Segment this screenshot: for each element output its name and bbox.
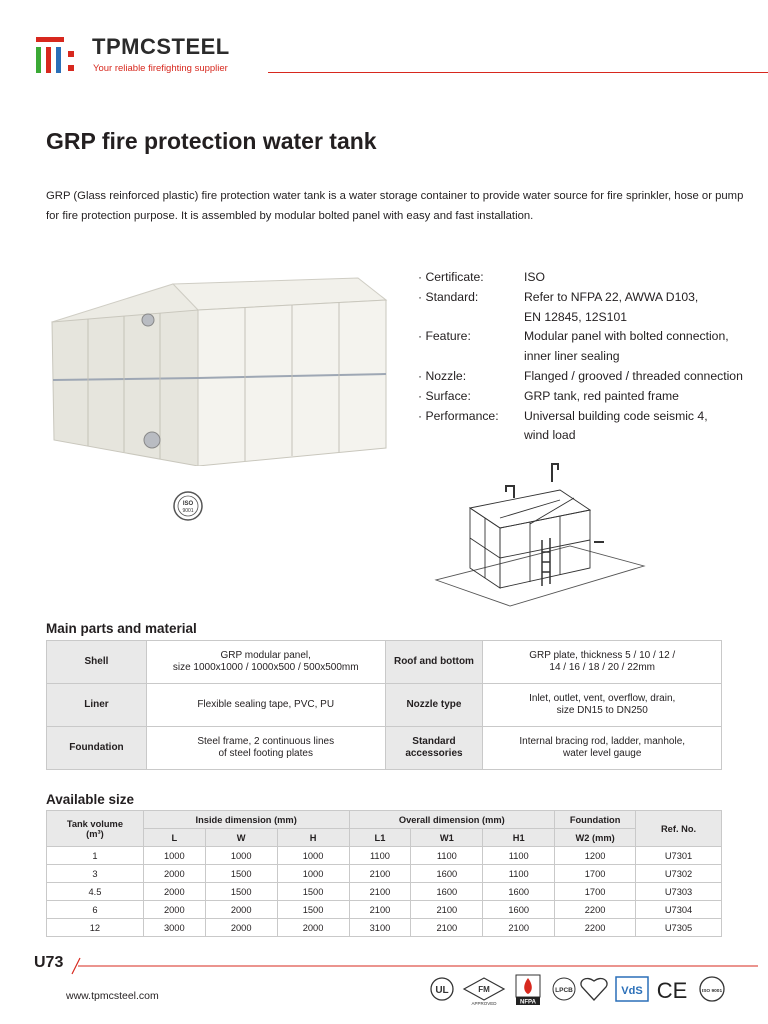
- cell-line: size 1000x1000 / 1000x500 / 500x500mm: [172, 662, 359, 673]
- header-ref: Ref. No.: [636, 811, 722, 847]
- spec-value: Universal building code seismic 4,: [524, 408, 708, 423]
- table-row: [47, 684, 722, 727]
- header-h1: H1: [483, 829, 555, 847]
- table-cell: 2100: [349, 883, 411, 901]
- table-cell: 1600: [483, 901, 555, 919]
- spec-label: · Certificate:: [418, 270, 484, 284]
- ccc-heart-icon: [581, 979, 607, 1000]
- table-row: [47, 883, 722, 901]
- spec-value: wind load: [524, 428, 576, 443]
- spec-row: [418, 288, 764, 308]
- cell-line: Inlet, outlet, vent, overflow, drain,: [529, 692, 676, 704]
- certification-logos: [428, 972, 728, 1006]
- cell-line: size DN15 to DN250: [556, 705, 648, 716]
- spec-row: [418, 347, 764, 367]
- intro-paragraph: GRP (Glass reinforced plastic) fire protection water tank is a water storage container to provide water source for fire sprinkler, hose or pump for fire protection purpose. It is assembled by modular bolted panel with easy and fast installation.: [46, 190, 744, 222]
- table-cell: 1: [47, 847, 144, 865]
- table-cell: 6: [47, 901, 144, 919]
- table-cell: 1100: [483, 865, 555, 883]
- table-cell: 1200: [555, 847, 636, 865]
- ul-icon: [431, 978, 453, 1000]
- sizes-section-title: Available size: [46, 792, 135, 807]
- table-cell: 1100: [349, 847, 411, 865]
- table-cell: 2000: [143, 865, 205, 883]
- header-foundation: Foundation: [555, 811, 636, 829]
- table-cell: U7301: [636, 847, 722, 865]
- cell-line: Steel frame, 2 continuous lines: [197, 735, 335, 747]
- vds-icon: [616, 977, 648, 1001]
- table-cell: 1600: [411, 883, 483, 901]
- brand-logo-icon: [36, 37, 76, 73]
- spec-row: [418, 367, 764, 387]
- lpcb-text: LPCB: [555, 987, 573, 994]
- part-material-cell: [483, 727, 722, 770]
- fm-text: FM: [478, 985, 490, 994]
- ce-icon: [657, 978, 688, 1003]
- spec-label: · Surface:: [418, 388, 471, 403]
- table-cell: 4.5: [47, 883, 144, 901]
- iso-9001-icon: [700, 977, 724, 1001]
- cell-line: Flexible sealing tape, PVC, PU: [197, 698, 335, 710]
- fm-approved-icon: [464, 978, 504, 1006]
- table-cell: U7303: [636, 883, 722, 901]
- spec-list: [418, 268, 764, 446]
- table-cell: 3: [47, 865, 144, 883]
- table-cell: 12: [47, 919, 144, 937]
- spec-row: [418, 426, 764, 446]
- spec-label: · Feature:: [418, 329, 471, 344]
- table-cell: 1000: [277, 847, 349, 865]
- cell-line: GRP plate, thickness 5 / 10 / 12 /: [529, 649, 676, 661]
- spec-value: ISO: [524, 270, 545, 284]
- table-cell: 1700: [555, 865, 636, 883]
- table-row: [47, 727, 722, 770]
- header-w2: W2 (mm): [555, 829, 636, 847]
- table-cell: 2100: [483, 919, 555, 937]
- spec-label: [418, 347, 524, 367]
- iso-certification-icon: [172, 490, 204, 522]
- lpcb-icon: [553, 978, 575, 1000]
- ce-text: CE: [656, 978, 688, 1003]
- part-name-cell: [385, 727, 483, 770]
- table-cell: 2200: [555, 901, 636, 919]
- parts-table: [46, 640, 722, 770]
- table-cell: 2100: [349, 901, 411, 919]
- spec-value: Refer to NFPA 22, AWWA D103,: [524, 289, 699, 304]
- header-inside: Inside dimension (mm): [143, 811, 349, 829]
- part-name-cell: Shell: [47, 641, 147, 684]
- header-l: L: [143, 829, 205, 847]
- cell-line: Standard: [412, 735, 456, 747]
- table-cell: 1000: [277, 865, 349, 883]
- svg-text:9001: 9001: [182, 508, 194, 514]
- spec-value: Flanged / grooved / threaded connection: [524, 368, 743, 383]
- header-divider: [268, 72, 768, 73]
- fm-sub-text: APPROVED: [471, 1001, 497, 1006]
- part-name-cell: [385, 641, 483, 684]
- spec-label: · Performance:: [418, 408, 499, 423]
- spec-row: [418, 308, 764, 328]
- table-header-row: [47, 811, 722, 829]
- cell-line: accessories: [405, 748, 463, 759]
- header-volume: [47, 811, 144, 847]
- nfpa-text: NFPA: [520, 999, 536, 1006]
- table-cell: 2100: [411, 901, 483, 919]
- part-name-cell: Foundation: [47, 727, 147, 770]
- header-h: H: [277, 829, 349, 847]
- table-cell: 3100: [349, 919, 411, 937]
- brand-name: TPMCSTEEL: [92, 34, 230, 59]
- website-link[interactable]: www.tpmcsteel.com: [66, 990, 159, 1002]
- table-cell: 1500: [277, 883, 349, 901]
- part-name-cell: Liner: [47, 684, 147, 727]
- table-cell: 1500: [205, 865, 277, 883]
- cell-line: Internal bracing rod, ladder, manhole,: [519, 735, 686, 747]
- table-cell: 1700: [555, 883, 636, 901]
- table-cell: 1500: [205, 883, 277, 901]
- cell-line: Tank volume: [66, 818, 123, 829]
- header-overall: Overall dimension (mm): [349, 811, 555, 829]
- table-cell: U7304: [636, 901, 722, 919]
- table-row: [47, 901, 722, 919]
- table-cell: 2000: [277, 919, 349, 937]
- spec-label: · Standard:: [418, 289, 479, 304]
- spec-value: EN 12845, 12S101: [524, 309, 627, 324]
- header-w1: W1: [411, 829, 483, 847]
- cell-line: Roof and bottom: [393, 655, 474, 667]
- table-cell: 1000: [205, 847, 277, 865]
- table-cell: 2100: [411, 919, 483, 937]
- ul-text: UL: [435, 985, 449, 996]
- table-cell: 2000: [143, 901, 205, 919]
- header-w: W: [205, 829, 277, 847]
- spec-row: [418, 268, 764, 288]
- table-header-row: [47, 829, 722, 847]
- table-cell: 2100: [349, 865, 411, 883]
- table-cell: 1500: [277, 901, 349, 919]
- table-row: [47, 847, 722, 865]
- cell-line: Nozzle type: [406, 698, 462, 710]
- spec-row: [418, 327, 764, 347]
- table-cell: 2200: [555, 919, 636, 937]
- part-material-cell: [483, 641, 722, 684]
- table-cell: 1100: [483, 847, 555, 865]
- parts-section-title: Main parts and material: [46, 621, 197, 636]
- table-row: [47, 919, 722, 937]
- spec-value: inner liner sealing: [524, 349, 620, 364]
- cell-line: (m³): [86, 828, 104, 839]
- spec-label: [418, 308, 524, 328]
- page-code: U73: [34, 954, 64, 971]
- nfpa-icon: [516, 975, 540, 1006]
- table-cell: 1600: [411, 865, 483, 883]
- table-cell: 1600: [483, 883, 555, 901]
- part-name-cell: [385, 684, 483, 727]
- spec-value: Modular panel with bolted connection,: [524, 329, 729, 344]
- table-row: [47, 641, 722, 684]
- iso-text: ISO 9001: [701, 989, 723, 994]
- spec-row: [418, 407, 764, 427]
- svg-text:ISO: ISO: [182, 501, 194, 507]
- table-row: [47, 865, 722, 883]
- part-material-cell: [146, 684, 385, 727]
- table-cell: 2000: [205, 901, 277, 919]
- spec-label: · Nozzle:: [418, 368, 467, 383]
- brand-tagline: Your reliable firefighting supplier: [93, 63, 228, 74]
- cell-line: of steel footing plates: [218, 748, 313, 759]
- part-material-cell: [146, 727, 385, 770]
- tank-photo: [48, 270, 388, 466]
- table-cell: 2000: [205, 919, 277, 937]
- part-material-cell: [483, 684, 722, 727]
- spec-label: [418, 426, 524, 446]
- sizes-table: [46, 810, 722, 937]
- table-cell: U7302: [636, 865, 722, 883]
- table-cell: 1100: [411, 847, 483, 865]
- tank-line-drawing: [434, 456, 646, 614]
- spec-row: [418, 387, 764, 407]
- table-cell: 3000: [143, 919, 205, 937]
- table-cell: U7305: [636, 919, 722, 937]
- header-l1: L1: [349, 829, 411, 847]
- table-cell: 1000: [143, 847, 205, 865]
- part-material-cell: [146, 641, 385, 684]
- page-title: GRP fire protection water tank: [46, 128, 377, 154]
- spec-value: GRP tank, red painted frame: [524, 388, 679, 403]
- table-cell: 2000: [143, 883, 205, 901]
- cell-line: 14 / 16 / 18 / 20 / 22mm: [549, 662, 656, 673]
- vds-text: VdS: [621, 985, 643, 997]
- cell-line: water level gauge: [563, 748, 642, 759]
- cell-line: GRP modular panel,: [220, 649, 311, 661]
